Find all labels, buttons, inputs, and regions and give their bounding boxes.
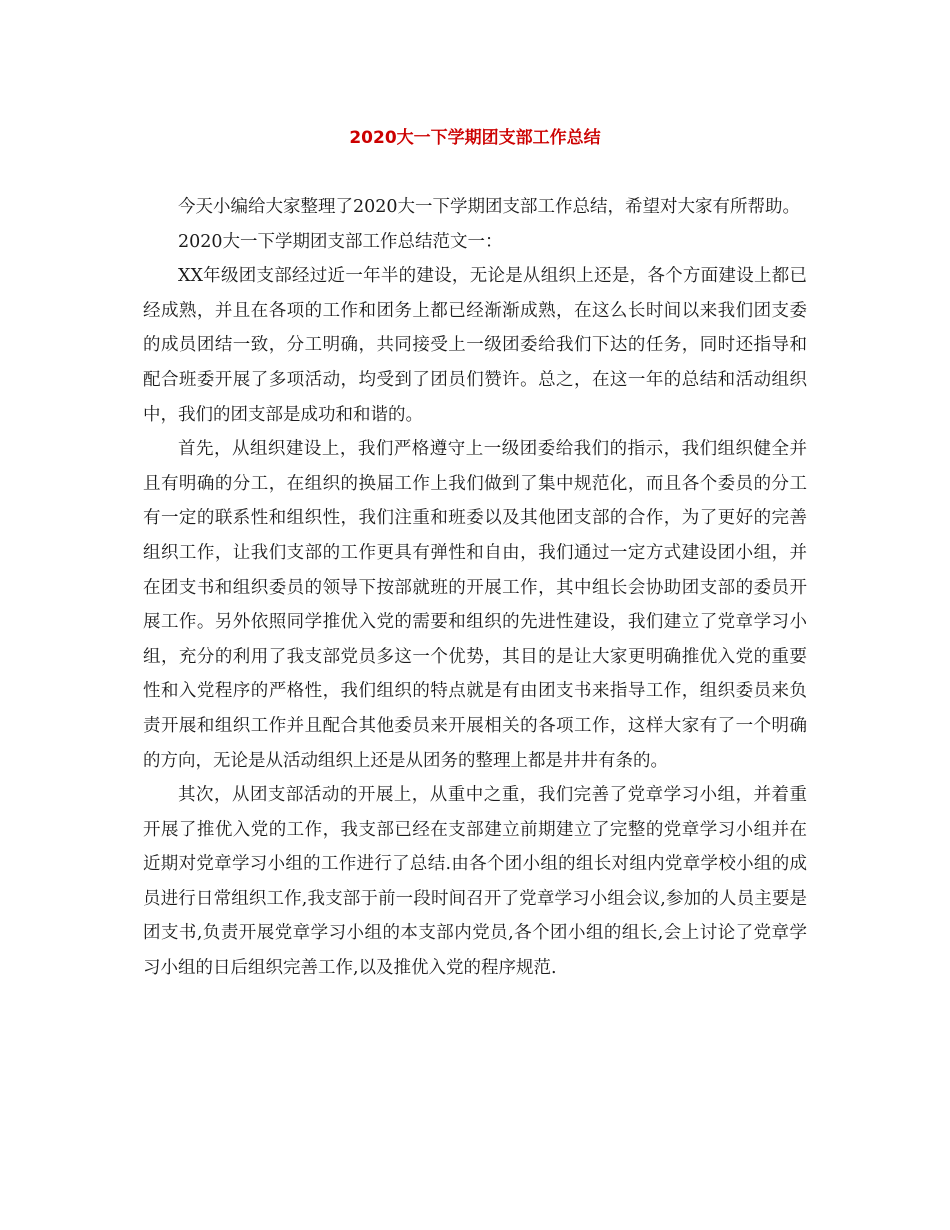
document-body [143, 190, 807, 986]
paragraph-activities: 其次，从团支部活动的开展上，从重中之重，我们完善了党章学习小组，并着重开展了推优入党的工作，我支部已经在支部建立前期建立了完整的党章学习小组并在近期对党章学习小组的工作进行了总结.由各个团小组的组长对组内党章学校小组的成员进行日常组织工作,我支部于前一段时间召开了党章学习小组会议,参加的人员主要是团支书,负责开展党章学习小组的本支部内党员,各个团小组的组长,会上讨论了党章学习小组的日后组织完善工作,以及推优入党的程序规范. [143, 785, 807, 979]
paragraph-subheading: 2020大一下学期团支部工作总结范文一： [178, 231, 503, 252]
paragraph-organization: 首先，从组织建设上，我们严格遵守上一级团委给我们的指示，我们组织健全并且有明确的分工，在组织的换届工作上我们做到了集中规范化，而且各个委员的分工有一定的联系性和组织性，我们注重和班委以及其他团支部的合作，为了更好的完善组织工作，让我们支部的工作更具有弹性和自由，我们通过一定方式建设团小组，并在团支书和组织委员的领导下按部就班的开展工作，其中组长会协助团支部的委员开展工作。另外依照同学推优入党的需要和组织的先进性建设，我们建立了党章学习小组，充分的利用了我支部党员多这一个优势，其目的是让大家更明确推优入党的重要性和入党程序的严格性，我们组织的特点就是有由团支书来指导工作，组织委员来负责开展和组织工作并且配合其他委员来开展相关的各项工作，这样大家有了一个明确的方向，无论是从活动组织上还是从团务的整理上都是井井有条的。 [143, 439, 807, 771]
paragraph-overview: XX年级团支部经过近一年半的建设，无论是从组织上还是，各个方面建设上都已经成熟，并且在各项的工作和团务上都已经渐渐成熟，在这么长时间以来我们团支委的成员团结一致，分工明确，共同接受上一级团委给我们下达的任务，同时还指导和配合班委开展了多项活动，均受到了团员们赞许。总之，在这一年的总结和活动组织中，我们的团支部是成功和和谐的。 [143, 266, 807, 425]
document-title: 2020大一下学期团支部工作总结 [349, 128, 601, 148]
paragraph-intro: 今天小编给大家整理了2020大一下学期团支部工作总结，希望对大家有所帮助。 [178, 197, 801, 217]
